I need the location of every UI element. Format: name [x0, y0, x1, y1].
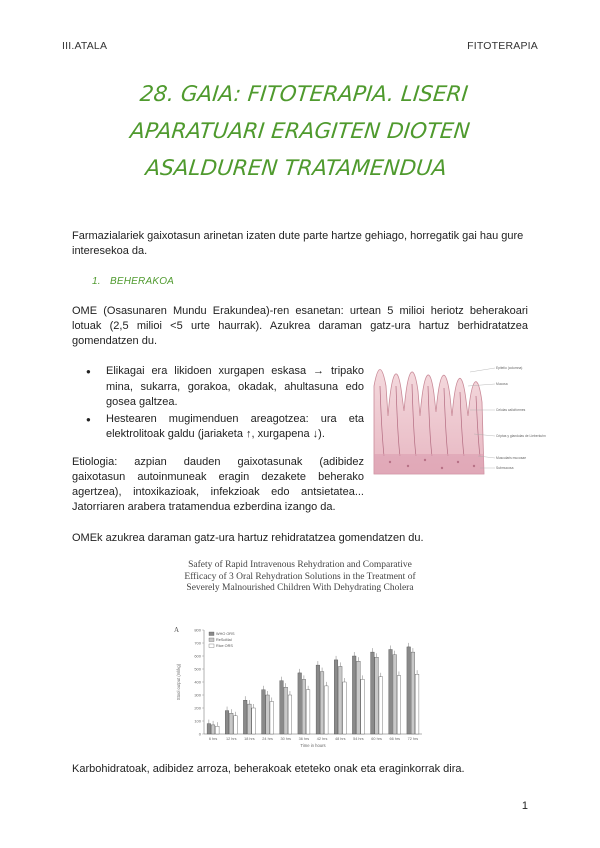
- x-tick-label: 6 hrs: [208, 737, 218, 741]
- figure-title: [170, 560, 430, 595]
- bar: [316, 665, 320, 734]
- bar: [207, 724, 211, 734]
- bar: [361, 679, 365, 734]
- y-axis-label: Stool output (ml/kg): [176, 663, 181, 701]
- header-section: III.ATALA: [62, 40, 108, 52]
- legend-swatch: [209, 632, 214, 636]
- study-figure: [170, 560, 430, 760]
- bar: [334, 660, 338, 734]
- bar: [393, 655, 397, 734]
- header-subject: FITOTERAPIA: [467, 40, 538, 52]
- x-tick-label: 72 hrs: [407, 737, 419, 741]
- bar: [252, 708, 256, 734]
- bar: [379, 677, 383, 734]
- histology-label: Criptas y glandulas de Lieberkuhn: [496, 434, 546, 438]
- x-tick-label: 18 hrs: [244, 737, 255, 741]
- x-tick-label: 48 hrs: [334, 737, 346, 741]
- figure-title-line: Efficacy of 3 Oral Rehydration Solutions in the Treatment of: [184, 571, 416, 582]
- y-tick-label: 400: [194, 679, 201, 685]
- bar: [248, 704, 252, 734]
- bar: [215, 726, 219, 734]
- carbs-paragraph: Karbohidratoak, adibidez arroza, beherakoak eteteko onak eta eraginkorrak dira.: [72, 763, 465, 775]
- section-number: 1.: [92, 276, 101, 287]
- list-item: ● Hestearen mugimenduen areagotzea: ura eta elektrolitoak galdu (jariaketa ↑, xurgapena ↓).: [84, 412, 364, 443]
- y-tick-label: 200: [194, 705, 201, 711]
- x-tick-label: 24 hrs: [262, 737, 273, 741]
- histology-label: Mucosa: [496, 382, 508, 386]
- bar: [389, 650, 393, 735]
- y-tick-label: 0: [198, 731, 201, 737]
- bar: [375, 657, 379, 734]
- bar: [229, 713, 233, 734]
- bar: [270, 702, 274, 735]
- bar: [234, 716, 238, 734]
- bar: [306, 690, 310, 734]
- x-tick-label: 12 hrs: [225, 737, 237, 741]
- x-axis-label: Time in hours: [300, 743, 326, 748]
- bar: [338, 666, 342, 734]
- figure-title-line: Severely Malnourished Children With Dehydrating Cholera: [186, 583, 414, 593]
- title-line: 28. GAIA: FITOTERAPIA. LISERI: [138, 82, 470, 107]
- bar: [298, 673, 302, 734]
- intro-paragraph: Farmazialariek gaixotasun arinetan izaten dute parte hartze gehiago, horregatik gai hau gure interesekoa da.: [72, 230, 524, 257]
- ome-recommendation: OMEk azukrea daraman gatz-ura hartuz rehidratatzea gomendatzen du.: [72, 532, 424, 544]
- legend-entry: WHO ORS: [216, 632, 235, 637]
- ome-paragraph: OME (Osasunaren Mundu Erakundea)-ren esanetan: urtean 5 milioi heriotz beherakoari lotuak (2,5 milioi <5 urte haurrak). Azukrea daraman gatz-ura hartuz berhidratatzea gomendatzen du.: [72, 305, 528, 347]
- bar: [371, 652, 375, 734]
- bar: [357, 661, 361, 734]
- y-tick-label: 300: [194, 692, 201, 698]
- bar: [243, 700, 247, 734]
- bar: [211, 725, 215, 734]
- title-line: ASALDUREN TRATAMENDUA: [144, 156, 448, 181]
- legend-swatch: [209, 638, 214, 642]
- bar: [288, 695, 292, 734]
- bar: [352, 656, 356, 734]
- title-line: APARATUARI ERAGITEN DIOTEN: [128, 119, 472, 144]
- bar: [225, 711, 229, 734]
- bar: [280, 681, 284, 734]
- y-tick-label: 800: [194, 627, 201, 633]
- section-title: BEHERAKOA: [110, 276, 175, 287]
- panel-label: A: [174, 626, 180, 634]
- histology-label: Submucosa: [496, 466, 514, 470]
- list-item: ● Elikagai era likidoen xurgapen eskasa → tripako mina, sukarra, gorakoa, okadak, ahultasuna edo gosea galtzea.: [84, 364, 364, 411]
- y-tick-label: 700: [194, 640, 201, 646]
- histology-label: Epitelio (columna): [496, 366, 523, 370]
- intestine-histology-image: [370, 356, 546, 476]
- legend-entry: Rice ORS: [216, 644, 233, 649]
- y-tick-label: 500: [194, 666, 201, 672]
- bar: [343, 682, 347, 734]
- page-title: [54, 76, 546, 187]
- bar: [324, 686, 328, 734]
- x-tick-label: 36 hrs: [298, 737, 310, 741]
- page-number: 1: [521, 800, 528, 812]
- histology-label: Muscularis mucosae: [496, 456, 527, 460]
- bar: [397, 676, 401, 735]
- x-tick-label: 42 hrs: [316, 737, 328, 741]
- bar: [302, 679, 306, 734]
- x-tick-label: 60 hrs: [371, 737, 382, 741]
- bar: [262, 690, 266, 734]
- y-tick-label: 100: [194, 718, 201, 724]
- bar: [284, 687, 288, 734]
- legend-swatch: [209, 644, 214, 648]
- y-tick-label: 600: [194, 653, 201, 659]
- legend-entry: ReSoMal: [216, 638, 232, 643]
- x-tick-label: 54 hrs: [353, 737, 364, 741]
- stool-output-chart: [170, 622, 430, 760]
- section-heading: [92, 276, 174, 287]
- histology-label: Celulas caliciformes: [496, 408, 526, 412]
- x-tick-label: 30 hrs: [280, 737, 292, 741]
- symptom-list: [84, 364, 364, 444]
- bar: [320, 672, 324, 734]
- bar: [415, 674, 419, 734]
- bar: [266, 695, 270, 734]
- bar: [407, 647, 411, 734]
- x-tick-label: 66 hrs: [389, 737, 401, 741]
- bar: [411, 652, 415, 734]
- figure-title-line: Safety of Rapid Intravenous Rehydration and Comparative: [188, 560, 412, 570]
- etiology-paragraph: Etiologia: azpian dauden gaixotasunak (adibidez gaixotasun autoinmuneak eragin dezakete beherako agertzea), intoxikazioak, infekzioak edo antsietatea... Jatorriaren arabera tratamendua ezberdina izango da.: [72, 456, 364, 513]
